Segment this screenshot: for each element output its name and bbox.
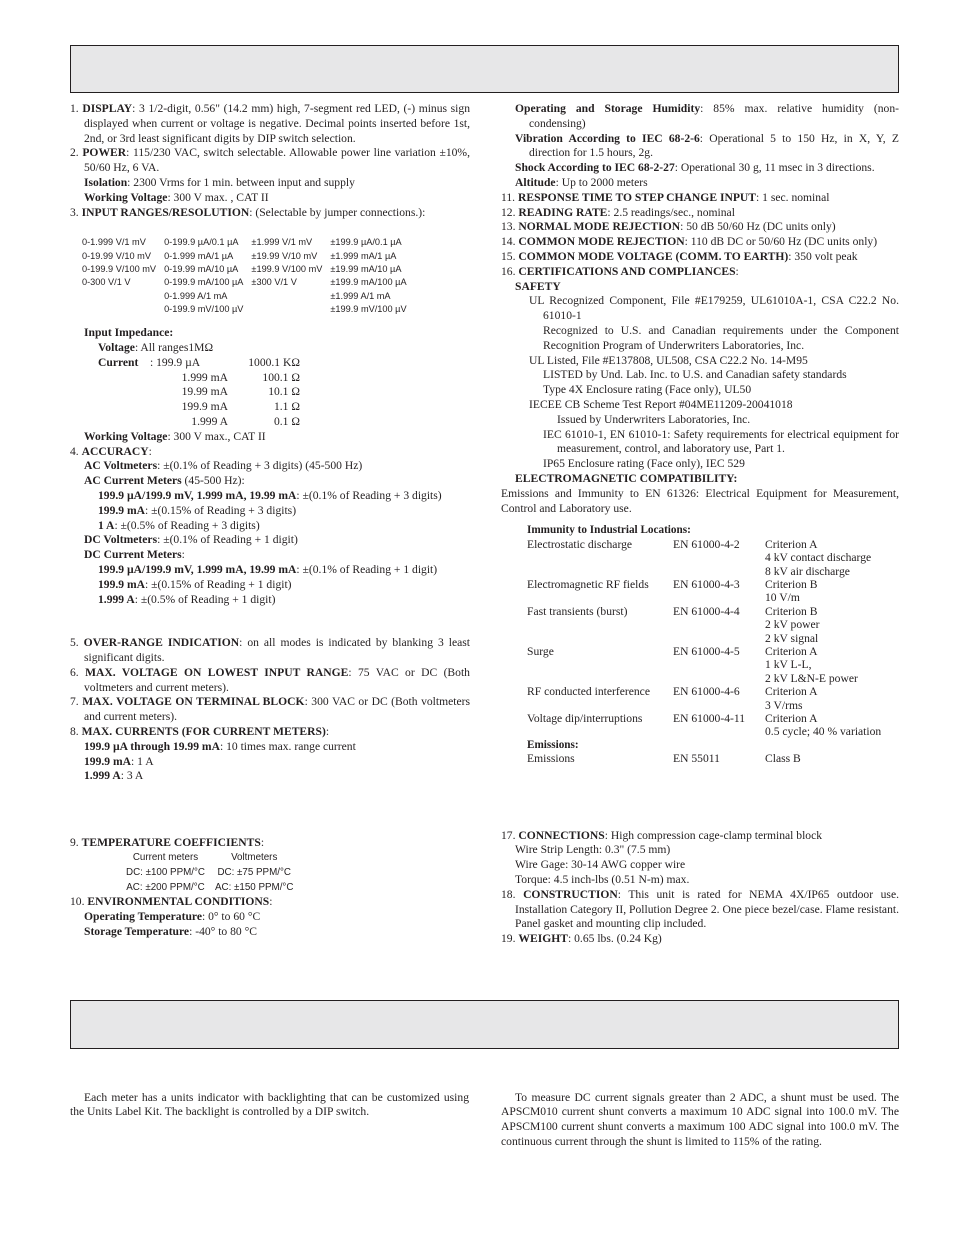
- immunity-result-cell: [765, 578, 881, 605]
- input-range-cell: ±1.999 V/1 mV: [251, 237, 313, 248]
- input-range-cell: 0-199.9 µA/0.1 µA: [164, 237, 239, 248]
- immunity-heading: Immunity to Industrial Locations:: [527, 524, 691, 537]
- spec-item-temperature-coefficients: 9. TEMPERATURE COEFFICIENTS:: [70, 836, 265, 850]
- spec-shock: Shock According to IEC 68-2-27: Operational 30 g, 11 msec in 3 directions.: [515, 161, 875, 175]
- immunity-row: [527, 645, 881, 685]
- immunity-row: [527, 712, 881, 739]
- input-range-cell: ±199.9 V/100 mV: [251, 263, 323, 274]
- specifications-right-column: [501, 102, 899, 947]
- spec-item-power: 2. POWER: 115/230 VAC, switch selectable. Allowable power line variation ±10%, 50/60 Hz, 6 VA.: [70, 146, 470, 175]
- immunity-row: [527, 685, 881, 712]
- spec-item-over-range: 5. OVER-RANGE INDICATION: on all modes is indicated by blanking 3 least significant digits.: [70, 636, 470, 665]
- immunity-result-line: Criterion B: [765, 604, 818, 618]
- spec-power-working-voltage: Working Voltage: 300 V max. , CAT II: [84, 190, 269, 204]
- temp-coef-header-row: Current meters Voltmeters: [132, 852, 278, 864]
- immunity-result-line: 10 V/m: [765, 591, 800, 605]
- connections-strip-length: Wire Strip Length: 0.3" (7.5 mm): [515, 843, 671, 857]
- connections-wire-gage: Wire Gage: 30-14 AWG copper wire: [515, 858, 686, 872]
- immunity-result-cell: [765, 538, 881, 578]
- impedance-value-cell: 100.1 Ω: [262, 370, 300, 384]
- emissions-table: [527, 752, 801, 765]
- impedance-range-cell: 1.999 A: [191, 414, 228, 428]
- spec-humidity: Operating and Storage Humidity: 85% max. relative humidity (non-condensing): [515, 102, 899, 130]
- iecee-issued: Issued by Underwriters Laboratories, Inc.: [557, 412, 751, 426]
- spec-item-certifications: 16. CERTIFICATIONS AND COMPLIANCES:: [501, 264, 739, 278]
- immunity-result-line: Criterion B: [765, 577, 818, 591]
- spec-item-response-time: 11. RESPONSE TIME TO STEP CHANGE INPUT: 1 sec. nominal: [501, 190, 830, 204]
- storage-temperature: Storage Temperature: -40° to 80 °C: [84, 925, 257, 939]
- spec-item-common-mode-voltage: 15. COMMON MODE VOLTAGE (COMM. TO EARTH): 350 volt peak: [501, 249, 858, 263]
- spec-isolation: Isolation: 2300 Vrms for 1 min. between input and supply: [84, 175, 355, 189]
- immunity-result-line: 0.5 cycle; 40 % variation: [765, 725, 882, 739]
- iec-61010: IEC 61010-1, EN 61010-1: Safety requirements for electrical equipment for measurement, control, and laboratory use, Part 1.: [543, 427, 899, 456]
- immunity-result-line: Criterion A: [765, 685, 818, 699]
- input-range-cell: [82, 303, 164, 316]
- input-range-cell: ±300 V/1 V: [251, 277, 297, 288]
- emc-description: Emissions and Immunity to EN 61326: Electrical Equipment for Measurement, Control and Laboratory use.: [501, 486, 899, 515]
- immunity-result-line: 8 kV air discharge: [765, 564, 850, 578]
- units-label-paragraph: Each meter has a units indicator with backlighting that can be customized using the Units Label Kit. The backlight is controlled by a DIP switch.: [70, 1090, 469, 1119]
- impedance-row: [98, 356, 300, 371]
- max-current-high: 1.999 A: 3 A: [84, 769, 144, 783]
- input-range-cell: 0-300 V/1 V: [82, 277, 131, 288]
- spec-item-construction: 18. CONSTRUCTION: This unit is rated for NEMA 4X/IP65 outdoor use. Installation Category II, Pollution Degree 2. One piece bezel/case. Flame resistant. Panel gasket and mounting clip included.: [501, 887, 899, 931]
- temp-coef-dc-row: DC: ±100 PPM/°C DC: ±75 PPM/°C: [126, 866, 291, 878]
- impedance-current-label: Current: [98, 355, 139, 369]
- input-range-cell: 0-1.999 V/1 mV: [82, 237, 146, 248]
- spec-altitude: Altitude: Up to 2000 meters: [515, 175, 648, 189]
- immunity-standard-cell: EN 61000-4-3: [673, 577, 740, 591]
- accuracy-dc-current-high: 1.999 A: ±(0.5% of Reading + 1 digit): [98, 592, 276, 606]
- immunity-test-cell: Fast transients (burst): [527, 604, 628, 618]
- immunity-result-line: 4 kV contact discharge: [765, 551, 872, 565]
- impedance-row: [98, 385, 300, 400]
- input-range-cell: ±19.99 V/10 mV: [251, 250, 318, 261]
- input-range-row: [82, 263, 415, 276]
- operating-temperature: Operating Temperature: 0° to 60 °C: [84, 910, 261, 924]
- input-range-cell: [251, 290, 330, 303]
- input-range-cell: [251, 303, 330, 316]
- spec-item-accuracy: 4. ACCURACY:: [70, 444, 152, 458]
- iecee-report: IECEE CB Scheme Test Report #04ME11209-20041018: [529, 397, 793, 411]
- impedance-label-cell: [98, 371, 150, 386]
- input-range-cell: 0-199.9 mV/100 µV: [164, 303, 244, 314]
- impedance-range-cell: : 199.9 µA: [150, 355, 201, 369]
- immunity-test-cell: RF conducted interference: [527, 685, 650, 699]
- accuracy-dc-current-mid: 199.9 mA: ±(0.15% of Reading + 1 digit): [98, 577, 292, 591]
- immunity-standard-cell: EN 61000-4-5: [673, 644, 740, 658]
- input-impedance-title: Input Impedance:: [84, 326, 174, 340]
- input-range-cell: 0-199.9 mA/100 µA: [164, 277, 244, 288]
- impedance-range-cell: 1.999 mA: [181, 370, 228, 384]
- impedance-label-cell: [98, 385, 150, 400]
- immunity-result-cell: [765, 605, 881, 645]
- immunity-result-line: 2 kV power: [765, 618, 820, 632]
- ul-listed-detail: LISTED by Und. Lab. Inc. to U.S. and Canadian safety standards: [543, 368, 847, 382]
- input-range-cell: ±199.9 µA/0.1 µA: [330, 237, 402, 248]
- immunity-result-cell: [765, 685, 881, 712]
- input-range-row: [82, 290, 415, 303]
- input-range-cell: ±199.9 mV/100 µV: [330, 303, 407, 314]
- immunity-standard-cell: EN 61000-4-11: [673, 712, 746, 725]
- ul-recognized-detail: Recognized to U.S. and Canadian requirements under the Component Recognition Program of Underwriters Laboratories, Inc.: [543, 323, 899, 352]
- immunity-result-line: 2 kV signal: [765, 631, 819, 645]
- spec-item-connections: 17. CONNECTIONS: High compression cage-clamp terminal block: [501, 828, 823, 842]
- spec-vibration: Vibration According to IEC 68-2-6: Operational 5 to 150 Hz, in X, Y, Z direction for 1.5 hours, 2g.: [515, 131, 899, 160]
- safety-heading: SAFETY: [515, 279, 561, 293]
- impedance-value-cell: 1.1 Ω: [273, 400, 300, 414]
- accuracy-dc-current-low: 199.9 µA/199.9 mV, 1.999 mA, 19.99 mA: ±(0.1% of Reading + 1 digit): [98, 562, 438, 576]
- accuracy-ac-voltmeters: AC Voltmeters: ±(0.1% of Reading + 3 digits) (45-500 Hz): [84, 459, 363, 473]
- ul-type-4x: Type 4X Enclosure rating (Face only), UL50: [543, 383, 752, 397]
- input-range-cell: 0-199.9 V/100 mV: [82, 263, 157, 274]
- spec-item-weight: 19. WEIGHT: 0.65 lbs. (0.24 Kg): [501, 932, 662, 946]
- immunity-test-cell: Electromagnetic RF fields: [527, 577, 649, 591]
- immunity-result-line: 3 V/rms: [765, 698, 803, 712]
- spec-item-normal-mode: 13. NORMAL MODE REJECTION: 50 dB 50/60 Hz (DC units only): [501, 220, 836, 234]
- input-range-cell: 0-19.99 V/10 mV: [82, 250, 151, 261]
- immunity-standard-cell: EN 61000-4-6: [673, 685, 740, 699]
- spec-item-max-currents: 8. MAX. CURRENTS (FOR CURRENT METERS):: [70, 725, 330, 739]
- immunity-test-cell: Voltage dip/interruptions: [527, 712, 643, 725]
- section-header-band-specifications: [70, 45, 899, 93]
- spec-item-max-voltage-terminal: 7. MAX. VOLTAGE ON TERMINAL BLOCK: 300 VAC or DC (Both voltmeters and current meters).: [70, 695, 471, 724]
- specifications-left-column: [70, 102, 470, 940]
- input-range-cell: [82, 290, 164, 303]
- input-range-row: [82, 276, 415, 289]
- ul-recognized: UL Recognized Component, File #E179259, UL61010A-1, CSA C22.2 No. 61010-1: [529, 294, 899, 323]
- emissions-row: Emissions EN 55011 Class B: [527, 752, 801, 766]
- input-range-cell: ±199.9 mA/100 µA: [330, 277, 407, 288]
- immunity-test-cell: Electrostatic discharge: [527, 537, 633, 551]
- immunity-result-line: Criterion A: [765, 644, 818, 658]
- input-impedance-voltage: Voltage: All ranges1MΩ: [98, 340, 214, 354]
- spec-item-display: 1. DISPLAY: 3 1/2-digit, 0.56" (14.2 mm) high, 7-segment red LED, (-) minus sign displayed when current or voltage is negative. Decimal points inserted before 1st, 2nd, or 3rd least significant digits by DIP switch selection.: [70, 102, 470, 145]
- input-range-cell: ±1.999 A/1 mA: [330, 290, 391, 301]
- emissions-heading: Emissions:: [527, 738, 579, 751]
- input-working-voltage: Working Voltage: 300 V max., CAT II: [84, 429, 266, 443]
- ip65-rating: IP65 Enclosure rating (Face only), IEC 529: [543, 457, 745, 471]
- input-range-cell: ±1.999 mA/1 µA: [330, 250, 397, 261]
- input-range-row: [82, 303, 415, 316]
- immunity-row: [527, 605, 881, 645]
- current-shunt-paragraph: To measure DC current signals greater than 2 ADC, a shunt must be used. The APSCM010 current shunt converts a maximum 10 ADC signal into 100.0 mV. The APSCM100 current shunt converts a maximum 100 ADC signal into 100.0 mV. The continuous current through the shunt is limited to 115% of the rating.: [501, 1090, 899, 1148]
- immunity-result-line: Criterion A: [765, 712, 818, 725]
- input-impedance-current-table: [98, 356, 300, 430]
- impedance-value-cell: 10.1 Ω: [268, 385, 300, 399]
- impedance-range-cell: 199.9 mA: [181, 400, 228, 414]
- accuracy-dc-current-meters: DC Current Meters:: [84, 548, 185, 562]
- immunity-table: [527, 538, 881, 739]
- input-range-row: [82, 250, 415, 263]
- immunity-standard-cell: EN 61000-4-2: [673, 537, 740, 551]
- impedance-label-cell: [98, 356, 150, 371]
- input-ranges-table: [82, 236, 415, 316]
- input-range-cell: ±19.99 mA/10 µA: [330, 263, 402, 274]
- max-current-mid: 199.9 mA: 1 A: [84, 754, 154, 768]
- accuracy-ac-current-mid: 199.9 mA: ±(0.15% of Reading + 3 digits): [98, 503, 297, 517]
- immunity-result-line: 2 kV L&N-E power: [765, 671, 858, 685]
- immunity-result-line: 1 kV L-L,: [765, 658, 812, 672]
- accuracy-ac-current-low: 199.9 µA/199.9 mV, 1.999 mA, 19.99 mA: ±(0.1% of Reading + 3 digits): [98, 488, 442, 502]
- impedance-row: [98, 415, 300, 430]
- immunity-result-cell: [765, 712, 881, 739]
- immunity-result-cell: [765, 645, 881, 685]
- input-range-cell: 0-19.99 mA/10 µA: [164, 263, 239, 274]
- accuracy-dc-voltmeters: DC Voltmeters: ±(0.1% of Reading + 1 digit): [84, 533, 298, 547]
- impedance-label-cell: [98, 400, 150, 415]
- temperature-coefficients-table: [126, 851, 303, 895]
- spec-item-input-ranges: 3. INPUT RANGES/RESOLUTION: (Selectable by jumper connections.):: [70, 205, 426, 219]
- impedance-value-cell: 1000.1 KΩ: [248, 355, 300, 369]
- immunity-test-cell: Surge: [527, 644, 554, 658]
- immunity-row: [527, 538, 881, 578]
- spec-item-common-mode-rejection: 14. COMMON MODE REJECTION: 110 dB DC or 50/60 Hz (DC units only): [501, 235, 878, 249]
- spec-item-environmental: 10. ENVIRONMENTAL CONDITIONS:: [70, 895, 273, 909]
- temp-coef-ac-row: AC: ±200 PPM/°C AC: ±150 PPM/°C: [126, 881, 294, 893]
- ul-listed: UL Listed, File #E137808, UL508, CSA C22.2 No. 14-M95: [529, 353, 808, 367]
- accuracy-ac-current-high: 1 A: ±(0.5% of Reading + 3 digits): [98, 518, 260, 532]
- impedance-label-cell: [98, 415, 150, 430]
- emc-heading: ELECTROMAGNETIC COMPATIBILITY:: [515, 471, 738, 485]
- impedance-row: [98, 371, 300, 386]
- max-current-low: 199.9 µA through 19.99 mA: 10 times max. range current: [84, 739, 356, 753]
- connections-torque: Torque: 4.5 inch-lbs (0.51 N-m) max.: [515, 873, 690, 887]
- immunity-result-line: Criterion A: [765, 537, 818, 551]
- impedance-row: [98, 400, 300, 415]
- spec-item-max-voltage-lowest: 6. MAX. VOLTAGE ON LOWEST INPUT RANGE: 75 VAC or DC (Both voltmeters and current meters).: [70, 665, 470, 694]
- accuracy-ac-current-meters: AC Current Meters (45-500 Hz):: [84, 474, 245, 488]
- input-range-cell: 0-1.999 A/1 mA: [164, 290, 228, 301]
- immunity-row: [527, 578, 881, 605]
- immunity-standard-cell: EN 61000-4-4: [673, 604, 740, 618]
- spec-item-reading-rate: 12. READING RATE: 2.5 readings/sec., nominal: [501, 205, 735, 219]
- input-range-row: [82, 236, 415, 249]
- section-header-band-accessories: [70, 1000, 899, 1049]
- impedance-value-cell: 0.1 Ω: [273, 414, 300, 428]
- input-range-cell: 0-1.999 mA/1 µA: [164, 250, 234, 261]
- impedance-range-cell: 19.99 mA: [181, 385, 228, 399]
